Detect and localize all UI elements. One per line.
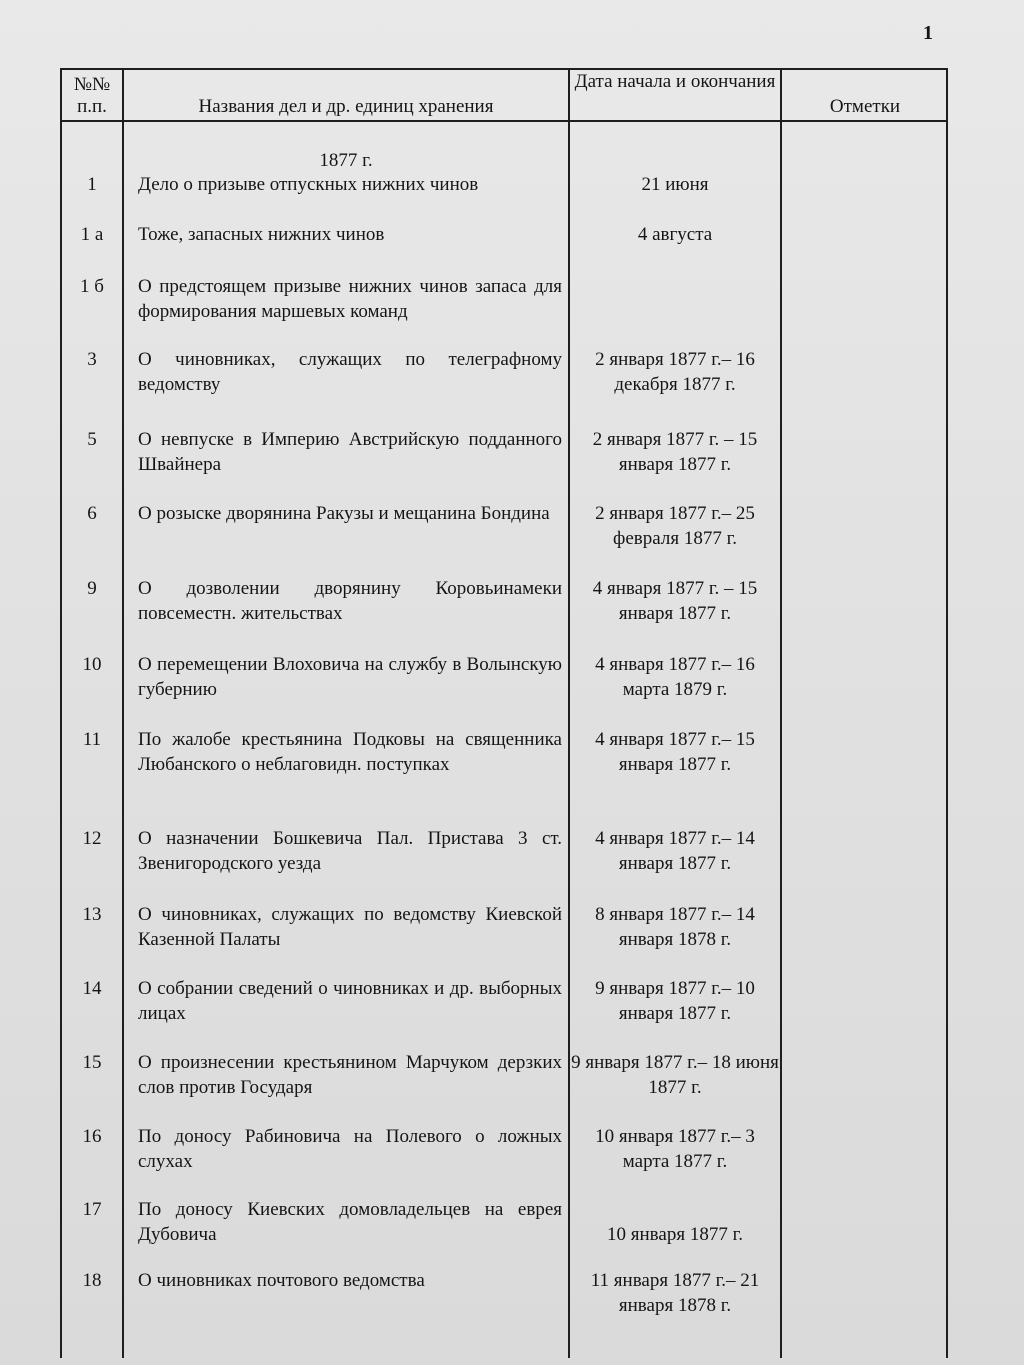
table-row	[62, 902, 946, 950]
table-row	[62, 172, 946, 195]
row-title: О чиновниках, служащих по ведомству Киевской Казенной Палаты	[138, 904, 562, 950]
table-row	[62, 1197, 946, 1245]
table-row	[62, 427, 946, 475]
table-row	[62, 976, 946, 1024]
row-dates: 9 января 1877 г.– 18 июня 1877 г.	[571, 1052, 779, 1098]
row-title: По жалобе крестьянина Подковы на священника Любанского о неблаговидн. поступках	[138, 729, 562, 775]
row-title: О предстоящем призыве нижних чинов запаса для формирования маршевых команд	[138, 276, 562, 322]
row-number: 6	[87, 503, 97, 524]
row-number: 14	[82, 978, 102, 999]
year-heading: 1877 г.	[319, 150, 373, 171]
row-dates: 10 января 1877 г.– 3 марта 1877 г.	[595, 1126, 755, 1172]
column-divider	[122, 70, 124, 1358]
header-divider	[62, 120, 946, 122]
row-number: 13	[82, 904, 102, 925]
row-number: 12	[82, 828, 102, 849]
row-number: 9	[87, 578, 97, 599]
row-title: О назначении Бошкевича Пал. Пристава 3 ст. Звенигородского уезда	[138, 828, 562, 874]
row-title: О перемещении Влоховича на службу в Волынскую губернию	[138, 654, 562, 700]
header-dates: Дата начала и окончания	[574, 71, 776, 92]
table-row	[62, 274, 946, 322]
header-number: №№ п.п.	[73, 74, 111, 117]
row-dates: 2 января 1877 г. – 15 января 1877 г.	[592, 429, 758, 475]
row-number: 10	[82, 654, 102, 675]
header-notes: Отметки	[829, 96, 901, 117]
row-title: О произнесении крестьянином Марчуком дерзких слов против Государя	[138, 1052, 562, 1098]
inventory-table	[60, 68, 948, 1358]
row-number: 18	[82, 1270, 102, 1291]
table-row	[62, 652, 946, 700]
row-dates: 2 января 1877 г.– 25 февраля 1877 г.	[595, 503, 755, 549]
row-number: 16	[82, 1126, 102, 1147]
row-number: 1	[87, 174, 97, 195]
row-title: Дело о призыве отпускных нижних чинов	[138, 174, 479, 195]
page-number: 1	[923, 22, 933, 44]
row-dates: 9 января 1877 г.– 10 января 1877 г.	[595, 978, 755, 1024]
row-dates: 4 января 1877 г.– 15 января 1877 г.	[595, 729, 755, 775]
table-row	[62, 1124, 946, 1172]
row-title: Тоже, запасных нижних чинов	[138, 224, 385, 245]
row-number: 17	[82, 1199, 102, 1220]
row-title: По доносу Рабиновича на Полевого о ложных слухах	[138, 1126, 562, 1172]
table-row	[62, 576, 946, 624]
row-dates: 2 января 1877 г.– 16 декабря 1877 г.	[595, 349, 755, 395]
row-dates: 21 июня	[641, 174, 709, 195]
row-number: 5	[87, 429, 97, 450]
table-row	[62, 347, 946, 395]
table-row	[62, 826, 946, 874]
table-row	[62, 1050, 946, 1098]
row-title: О дозволении дворянину Коровьинамеки повсеместн. жительствах	[138, 578, 562, 624]
row-dates: 11 января 1877 г.– 21 января 1878 г.	[590, 1270, 760, 1316]
column-divider	[780, 70, 782, 1358]
row-number: 11	[82, 729, 102, 750]
row-title: По доносу Киевских домовладельцев на еврея Дубовича	[138, 1199, 562, 1245]
table-row	[62, 222, 946, 245]
row-number: 1 б	[80, 276, 104, 297]
row-title: О розыске дворянина Ракузы и мещанина Бондина	[138, 503, 550, 524]
table-row	[62, 501, 946, 549]
table-row	[62, 1268, 946, 1316]
header-title: Названия дел и др. единиц хранения	[198, 96, 494, 117]
row-title: О чиновниках, служащих по телеграфному ведомству	[138, 349, 562, 395]
row-number: 1 а	[80, 224, 104, 245]
row-dates: 4 января 1877 г.– 16 марта 1879 г.	[595, 654, 755, 700]
row-title: О собрании сведений о чиновниках и др. выборных лицах	[138, 978, 562, 1024]
row-dates: 4 января 1877 г. – 15 января 1877 г.	[592, 578, 758, 624]
row-dates: 10 января 1877 г.	[607, 1224, 743, 1245]
table-row	[62, 727, 946, 775]
row-number: 3	[87, 349, 97, 370]
row-dates: 4 августа	[637, 224, 713, 245]
row-title: О невпуске в Империю Австрийскую подданного Швайнера	[138, 429, 562, 475]
row-dates: 4 января 1877 г.– 14 января 1877 г.	[595, 828, 755, 874]
row-dates: 8 января 1877 г.– 14 января 1878 г.	[595, 904, 755, 950]
row-number: 15	[82, 1052, 102, 1073]
row-title: О чиновниках почтового ведомства	[138, 1270, 425, 1291]
